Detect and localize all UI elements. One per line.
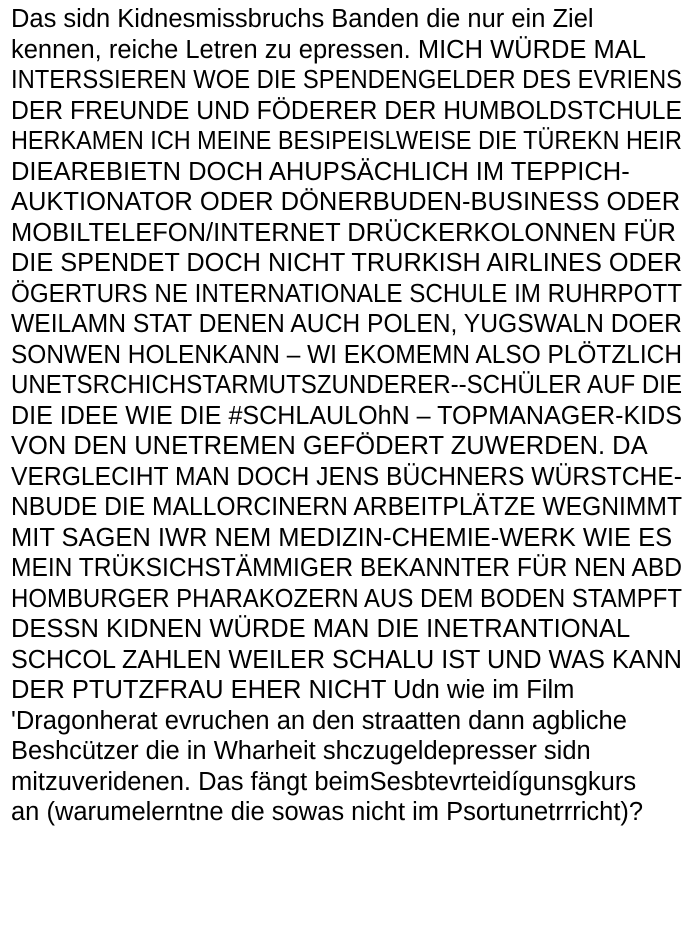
text-line: MOBILTELEFON/INTERNET DRÜCKERKOLONNEN FÜR xyxy=(11,218,676,247)
text-line: DIE IDEE WIE DIE #SCHLAULOhN – TOPMANAGER-KIDS xyxy=(11,401,683,430)
text-line: NBUDE DIE MALLORCINERN ARBEITPLÄTZE WEGNIMMT xyxy=(11,493,683,521)
text-line: Das sidn Kidnesmissbruchs Banden die nur ein Ziel xyxy=(11,5,594,33)
text-line: MIT SAGEN IWR NEM MEDIZIN-CHEMIE-WERK WIE ES xyxy=(11,523,673,552)
text-line: 'Dragonherat evruchen an den straatten dann agbliche xyxy=(11,706,627,735)
text-line: ÖGERTURS NE INTERNATIONALE SCHULE IM RUHRPOTT xyxy=(11,279,683,308)
text-line: SCHCOL ZAHLEN WEILER SCHALU IST UND WAS KANN xyxy=(11,645,682,674)
text-line: Beshcützer die in Wharheit shczugeldepresser sidn xyxy=(11,737,591,765)
text-line: DER FREUNDE UND FÖDERER DER HUMBOLDSTCHULE xyxy=(11,96,682,125)
text-line: mitzuveridenen. Das fängt beimSesbtevrteidígunsgkurs xyxy=(11,767,637,796)
text-line: WEILAMN STAT DENEN AUCH POLEN, YUGSWALN DOER xyxy=(11,310,682,338)
text-line: MEIN TRÜKSICHSTÄMMIGER BEKANNTER FÜR NEN ABD xyxy=(11,554,682,582)
text-line: VERGLECIHT MAN DOCH JENS BÜCHNERS WÜRSTCHE- xyxy=(11,462,683,491)
text-line: an (warumelerntne die sowas nicht im Psortunetrrricht)? xyxy=(11,798,644,826)
text-line: INTERSSIEREN WOE DIE SPENDENGELDER DES EVRIENS xyxy=(11,66,683,94)
text-line: kennen, reiche Letren zu epressen. MICH WÜRDE MAL xyxy=(11,35,646,64)
body-text xyxy=(11,4,681,828)
text-line: AUKTIONATOR ODER DÖNERBUDEN-BUSINESS ODER xyxy=(11,188,681,216)
text-line: HERKAMEN ICH MEINE BESIPEISLWEISE DIE TÜREKN HEIR xyxy=(11,127,682,155)
text-line: DIEAREBIETN DOCH AHUPSÄCHLICH IM TEPPICH- xyxy=(11,157,630,186)
text-line: DESSN KIDNEN WÜRDE MAN DIE INETRANTIONAL xyxy=(11,615,631,643)
text-line: DER PTUTZFRAU EHER NICHT Udn wie im Film xyxy=(11,676,575,704)
text-line: HOMBURGER PHARAKOZERN AUS DEM BODEN STAMPFT xyxy=(11,584,683,613)
text-line: SONWEN HOLENKANN – WI EKOMEMN ALSO PLÖTZLICH xyxy=(11,340,682,369)
text-line: DIE SPENDET DOCH NICHT TRURKISH AIRLINES ODER xyxy=(11,249,683,277)
text-line: VON DEN UNETREMEN GEFÖDERT ZUWERDEN. DA xyxy=(11,432,648,460)
text-line: UNETSRCHICHSTARMUTSZUNDERER--SCHÜLER AUF DIE xyxy=(11,371,683,399)
